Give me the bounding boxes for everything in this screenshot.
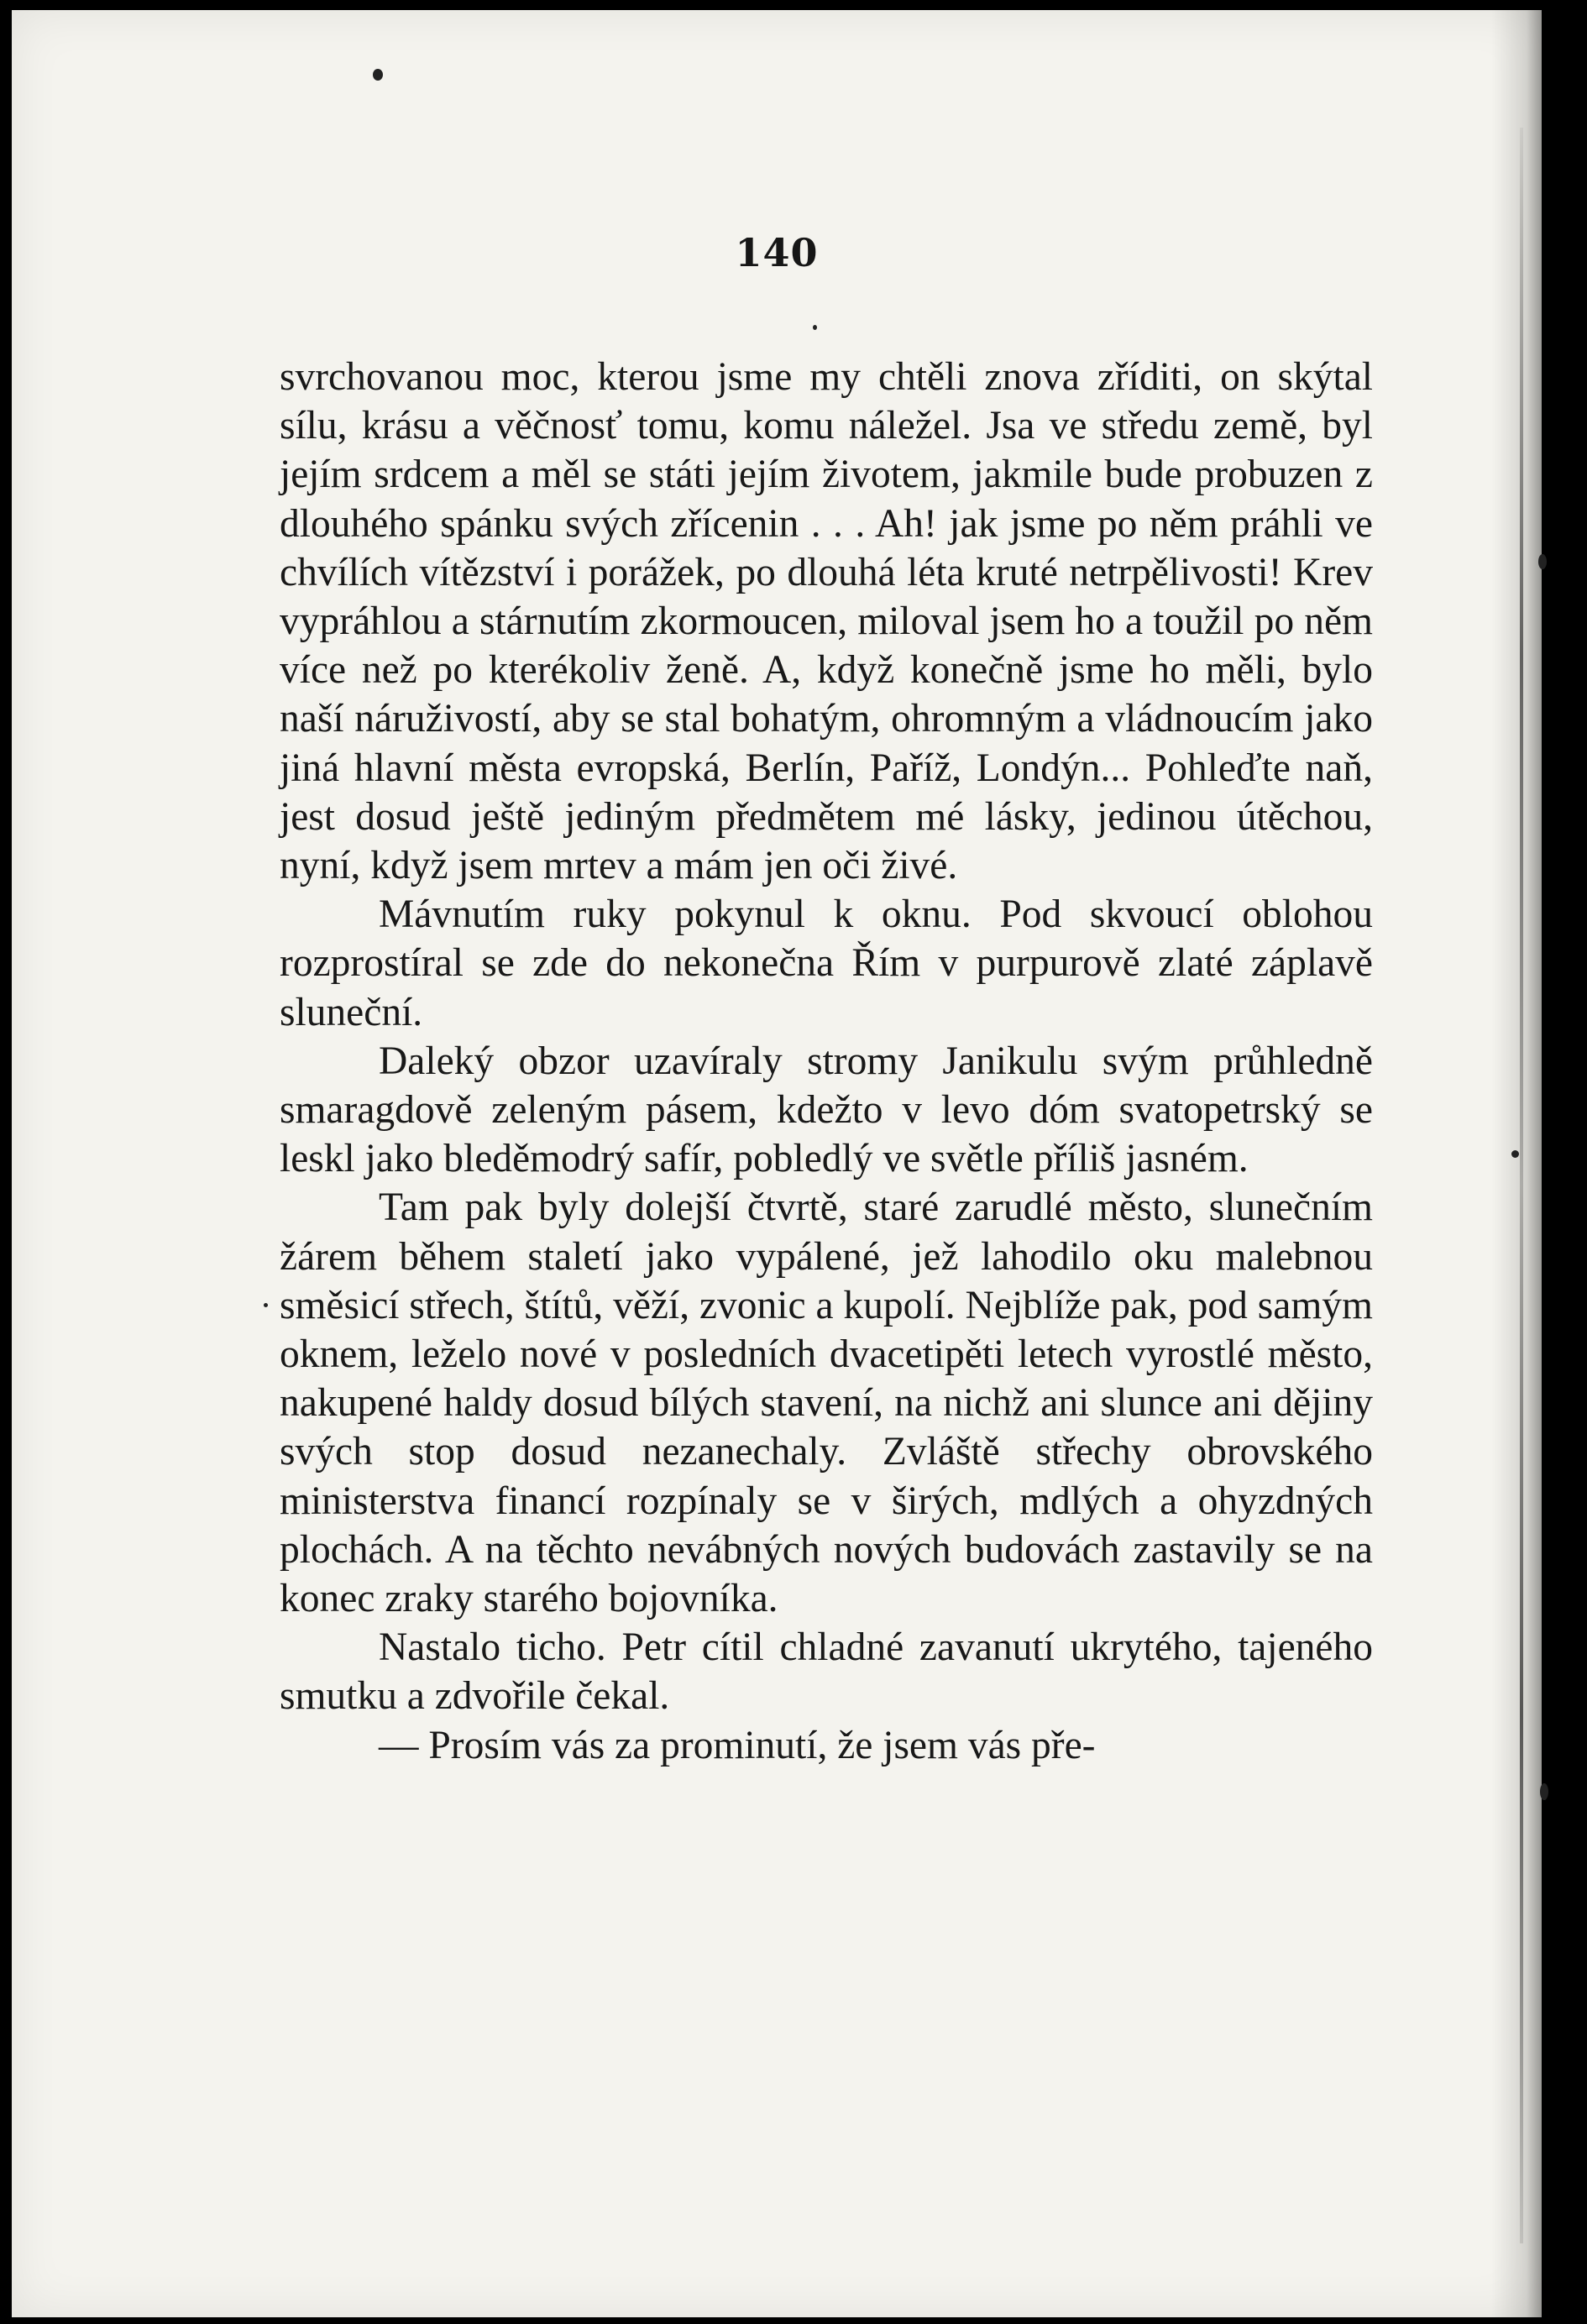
paragraph: Mávnutím ruky pokynul k oknu. Pod skvoucí oblohou rozprostíral se zde do nekonečna Řím v purpurově zlaté záplavě sluneční. <box>280 892 1373 1034</box>
paragraph: — Prosím vás za prominutí, že jsem vás pře- <box>379 1723 1096 1767</box>
ink-speck <box>1538 554 1547 569</box>
paragraph: Nastalo ticho. Petr cítil chladné zavanutí ukrytého, tajeného smutku a zdvořile čekal. <box>280 1625 1373 1719</box>
ink-speck <box>373 69 383 81</box>
ink-speck <box>1511 1150 1519 1158</box>
ink-speck <box>1540 1783 1548 1800</box>
ink-speck <box>813 325 817 330</box>
body-text <box>280 353 1373 1770</box>
page-number: 140 <box>735 230 819 275</box>
paragraph: Tam pak byly dolejší čtvrtě, staré zarudlé město, slunečním žárem během staletí jako vypálené, jež lahodilo oku malebnou směsicí střech, štítů, věží, zvonic a kupolí. Nejblíže pak, pod samým oknem, leželo nové v posledních dvacetipěti letech vyrostlé město, nakupené haldy dosud bílých stavení, na nichž ani slunce ani dějiny svých stop dosud nezanechaly. Zvláště střechy obrovského ministerstva financí rozpínaly se v širých, mdlých a ohyzdných plochách. A na těchto nevábných nových budovách zastavily se na konec zraky starého bojovníka. <box>280 1186 1373 1621</box>
paragraph: svrchovanou moc, kterou jsme my chtěli znova zříditi, on skýtal sílu, krásu a věčnosť tomu, komu náležel. Jsa ve středu země, byl jejím srdcem a měl se státi jejím životem, jakmile bude probuzen z dlouhého spánku svých zřícenin . . . Ah! jak jsme po něm práhli ve chvílích vítězství i porážek, po dlouhá léta kruté netrpělivosti! Krev vypráhlou a stárnutím zkormoucen, miloval jsem ho a toužil po něm více než po kterékoliv ženě. A, když konečně jsme ho měli, bylo naší náruživostí, aby se stal bohatým, ohromným a vládnoucím jako jiná hlavní města evropská, Berlín, Paříž, Londýn... Pohleďte naň, jest dosud ještě jediným předmětem mé lásky, jedinou útěchou, nyní, když jsem mrtev a mám jen oči živé. <box>280 355 1373 888</box>
paragraph: Daleký obzor uzavíraly stromy Janikulu svým průhledně smaragdově zeleným pásem, kdežto v levo dóm svatopetrský se leskl jako bleděmodrý safír, pobledlý ve světle příliš jasném. <box>280 1039 1373 1181</box>
ink-speck <box>264 1303 268 1307</box>
page-edge-shadow <box>1491 10 1542 2317</box>
page-fold-line <box>1520 128 1523 2243</box>
